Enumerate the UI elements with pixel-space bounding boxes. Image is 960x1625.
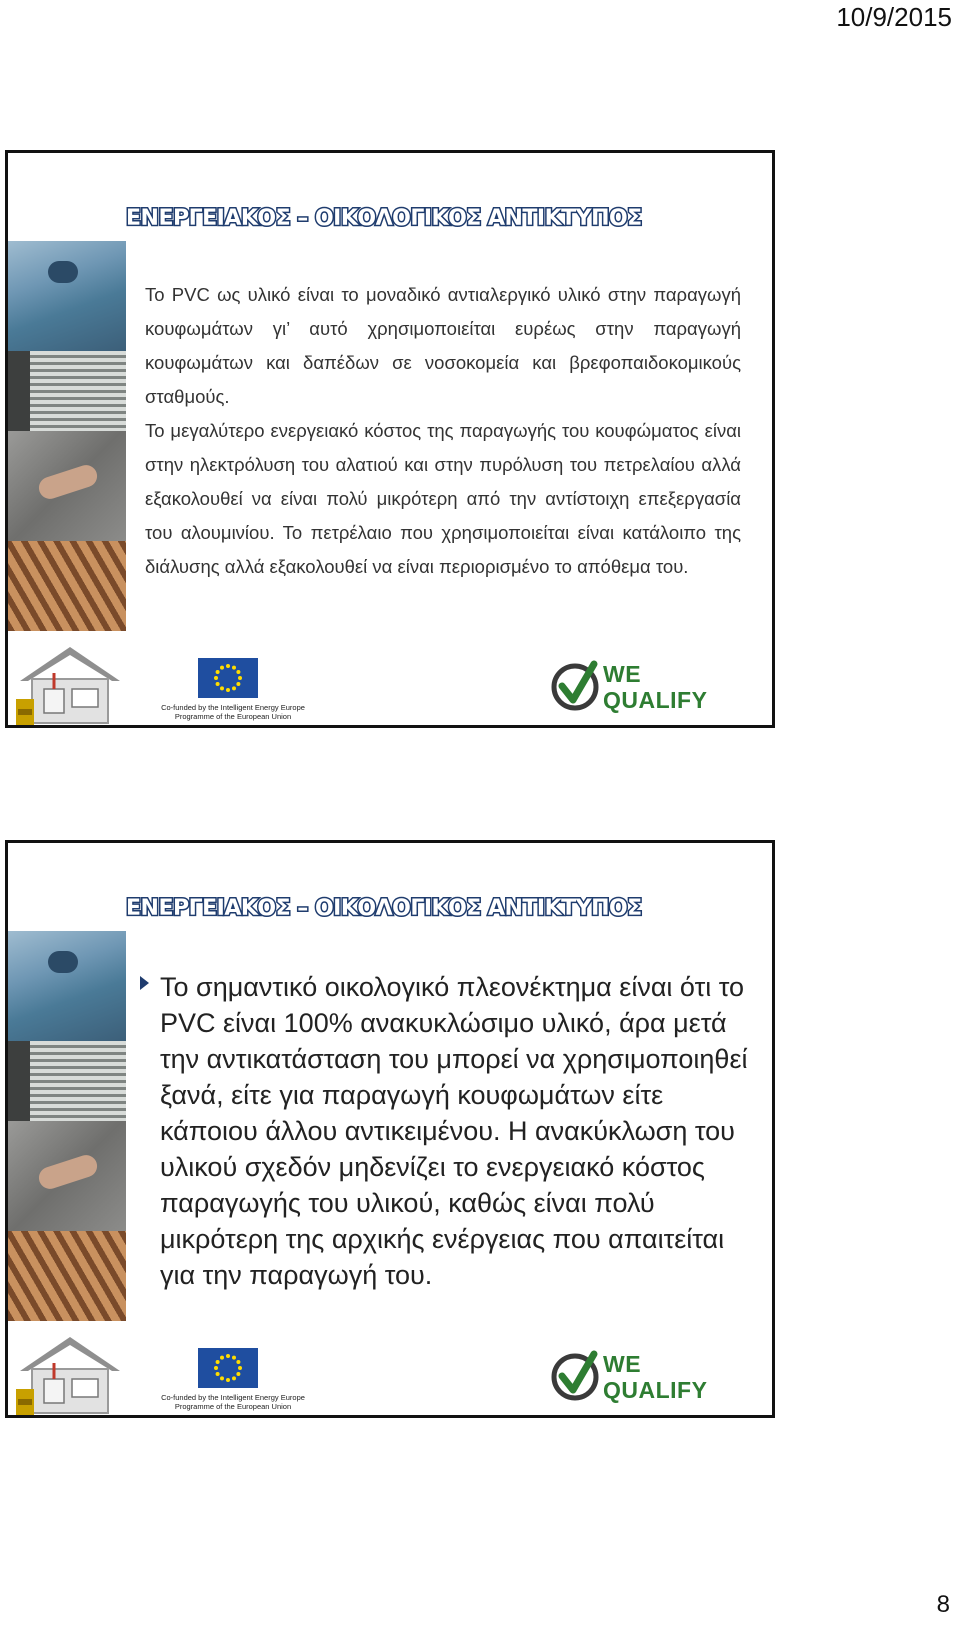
house-icon [14,643,126,725]
roof-insulation-photo [8,241,126,351]
slide-1 [5,150,775,728]
photo-strip [8,931,126,1321]
eu-funding-caption: Co-funded by the Intelligent Energy Europe Programme of the European Union [161,703,305,721]
wall-plastering-photo [8,1121,126,1231]
slide-body [160,969,750,1293]
wooden-pergola-photo [8,1231,126,1321]
house-icon [14,1333,126,1415]
slide-title: ΕΝΕΡΓΕΙΑΚΟΣ – ΟΙΚΟΛΟΓΙΚΟΣ ΑΝΤΙΚΤΥΠΟΣ [126,896,642,921]
slide-body [145,278,741,584]
wooden-pergola-photo [8,541,126,631]
window-shutter-photo [8,351,126,431]
eu-flag-icon [198,1348,258,1388]
eu-flag-icon [198,658,258,698]
we-qualify-line1: WE [603,661,642,687]
bullet-text: Το σημαντικό οικολογικό πλεονέκτημα είναι ότι το PVC είναι 100% ανακυκλώσιμο υλικό, άρα μετά την αντικατάσταση του μπορεί να χρησιμοποιηθεί ξανά, είτε για παραγωγή κουφωμάτων είτε κάποιου άλλου αντικειμένου. Η ανακύκλωση του υλικού σχεδόν μηδενίζει το ενεργειακό κόστος παραγωγής του υλικού, καθώς είναι πολύ μικρότερη της αρχικής ενέργειας που απαιτείται για την παραγωγή του. [160,972,748,1290]
we-qualify-check-icon [548,1348,602,1402]
we-qualify-line2: QUALIFY [603,1377,708,1403]
roof-insulation-photo [8,931,126,1041]
we-qualify-logo-text [603,661,707,713]
page-date: 10/9/2015 [836,2,952,32]
eu-funding-caption: Co-funded by the Intelligent Energy Europe Programme of the European Union [161,1393,305,1411]
paragraph: Το PVC ως υλικό είναι το μοναδικό αντιαλεργικό υλικό στην παραγωγή κουφωμάτων γι’ αυτό χρησιμοποιείται ευρέως στην παραγωγή κουφωμάτων και δαπέδων σε νοσοκομεία και βρεφοπαιδοκομικούς σταθμούς. [145,284,741,407]
paragraph: Το μεγαλύτερο ενεργειακό κόστος της παραγωγής του κουφώματος είναι στην ηλεκτρόλυση του αλατιού και στην πυρόλυση του πετρελαίου αλλά εξακολουθεί να είναι πολύ μικρότερη από την αντίστοιχη επεξεργασία του αλουμινίου. Το πετρέλαιο που χρησιμοποιείται είναι κατάλοιπο της διάλυσης αλλά εξακολουθεί να είναι περιορισμένο το απόθεμα του. [145,420,741,577]
we-qualify-logo-text [603,1351,707,1403]
we-qualify-check-icon [548,658,602,712]
bullet-arrow-icon [140,976,149,990]
window-shutter-photo [8,1041,126,1121]
we-qualify-line2: QUALIFY [603,687,708,713]
wall-plastering-photo [8,431,126,541]
page-number: 8 [936,1591,950,1618]
we-qualify-line1: WE [603,1351,642,1377]
slide-2 [5,840,775,1418]
photo-strip [8,241,126,631]
slide-title: ΕΝΕΡΓΕΙΑΚΟΣ – ΟΙΚΟΛΟΓΙΚΟΣ ΑΝΤΙΚΤΥΠΟΣ [126,206,642,231]
